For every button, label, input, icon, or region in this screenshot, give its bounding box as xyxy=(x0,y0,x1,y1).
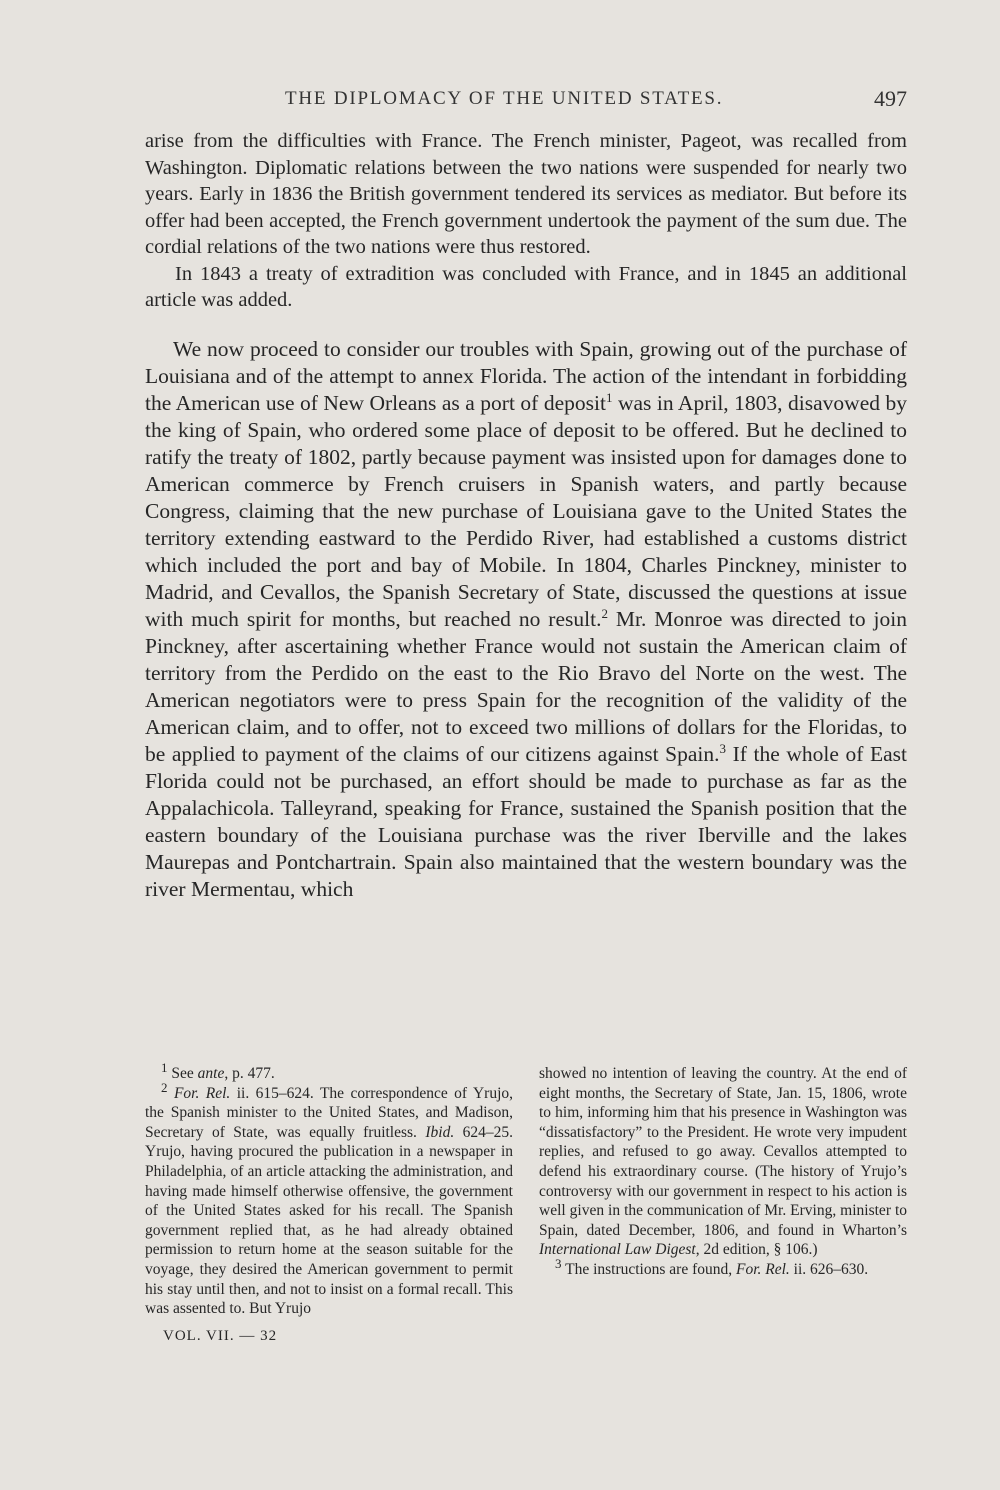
footnote-text: , 2d edition, § 106.) xyxy=(695,1241,818,1259)
footnote xyxy=(539,1255,907,1280)
footnote-text: ii. 615–624. The correspondence of Yrujo, the Spanish minister to the United States, and Madison, Secretary of State, was equally fruitless. xyxy=(145,1084,513,1141)
paragraph-text: was in April, 1803, disavowed by the king of Spain, who ordered some place of deposit to be offered. But he declined to ratify the treaty of 1802, partly because payment was insisted upon for damages done to American commerce by French cruisers in Spanish waters, and partly because Congress, claiming that the new purchase of Louisiana gave to the United States the territory extending eastward to the Perdido River, had established a customs district which included the port and bay of Mobile. In 1804, Charles Pinckney, minister to Madrid, and Cevallos, the Spanish Secretary of State, discussed the questions at issue with much spirit for months, but reached no result. xyxy=(145,390,907,631)
footnote-continuation xyxy=(539,1064,907,1260)
footnote-italic: ante xyxy=(197,1065,225,1082)
footnote-text: The instructions are found, xyxy=(561,1260,736,1278)
paragraph-text: We now proceed to consider our troubles with Spain, growing out of the purchase of Louisiana and of the attempt to annex Florida. The action of the intendant in forbidding the American use of New Orleans as a port of deposit xyxy=(145,336,907,415)
footnote xyxy=(145,1059,513,1084)
footnote-italic: Ibid. xyxy=(425,1123,455,1141)
footnote-ref: 2 xyxy=(601,605,608,621)
running-head: THE DIPLOMACY OF THE UNITED STATES. xyxy=(285,88,724,109)
paragraph: arise from the difficulties with France. The French minister, Pageot, was recalled from Washington. Diplomatic relations between the two nations were suspended for nearly two years. Early in 1836 the British government tendered its services as mediator. But before its offer had been accepted, the French government undertook the payment of the sum due. The cordial relations of the two nations were thus restored. xyxy=(145,130,907,258)
paragraph xyxy=(145,336,907,903)
page-number: 497 xyxy=(874,86,907,111)
footnote-text: ii. 626–630. xyxy=(789,1260,869,1278)
footnotes xyxy=(145,1059,907,1346)
footnote-text: showed no intention of leaving the country. At the end of eight months, the Secretary of State, Jan. 15, 1806, wrote to him, informing him that his presence in Washington was “dissatisfactory” to the President. He wrote very impudent replies, and refused to go away. Cevallos attempted to defend his extraordinary course. (The history of Yrujo’s controversy with our government in respect to his action is well given in the communication of Mr. Erving, minister to Spain, dated December, 1806, and found in Wharton’s xyxy=(539,1065,907,1239)
paragraph: In 1843 a treaty of extradition was concluded with France, and in 1845 an additional article was added. xyxy=(145,262,907,311)
paragraph-text: Mr. Monroe was directed to join Pinckney, after ascertaining whether France would not sustain the American claim of territory from the Perdido on the east to the Rio Bravo del Norte on the west. The American negotiators were to press Spain for the recognition of the validity of the American claim, and to offer, not to exceed two millions of dollars for the Floridas, to be applied to payment of the claims of our citizens against Spain. xyxy=(145,606,907,766)
footnote-number: 1 xyxy=(161,1059,168,1075)
signature-mark: VOL. VII. — 32 xyxy=(163,1327,278,1344)
footnote xyxy=(145,1079,513,1319)
footnote-italic: For. Rel. xyxy=(173,1084,231,1102)
page-header xyxy=(145,86,907,118)
footnote-number: 2 xyxy=(161,1079,168,1095)
footnote-italic: For. Rel. xyxy=(735,1260,790,1278)
footnote-number: 3 xyxy=(555,1255,562,1271)
footnote-ref: 3 xyxy=(719,740,727,756)
footnote-text: , p. 477. xyxy=(224,1065,275,1082)
paragraph-text: If the whole of East Florida could not be purchased, an effort should be made to purchase as far as the Appalachicola. Talleyrand, speaking for France, sustained the Spanish position that the eastern boundary of the Louisiana purchase was the river Iberville and the lakes Maurepas and Pontchartrain. Spain also maintained that the western boundary was the river Mermentau, which xyxy=(145,741,907,901)
footnote-italic: International Law Digest xyxy=(539,1241,696,1259)
footnote-column-right xyxy=(539,1064,907,1346)
footnote-text: 624–25. Yrujo, having procured the publication in a newspaper in Philadelphia, of an article attacking the administration, and having made himself otherwise offensive, the government of the United States asked for his recall. The Spanish government replied that, as he had already obtained permission to return home at the season suitable for the voyage, they desired the American government to permit his stay until then, and not to insist on a formal recall. This was assented to. But Yrujo xyxy=(145,1123,513,1318)
body-text xyxy=(145,128,907,903)
footnote-column-left xyxy=(145,1059,513,1346)
footnote-text: See xyxy=(167,1065,198,1082)
footnote-ref: 1 xyxy=(605,389,613,405)
